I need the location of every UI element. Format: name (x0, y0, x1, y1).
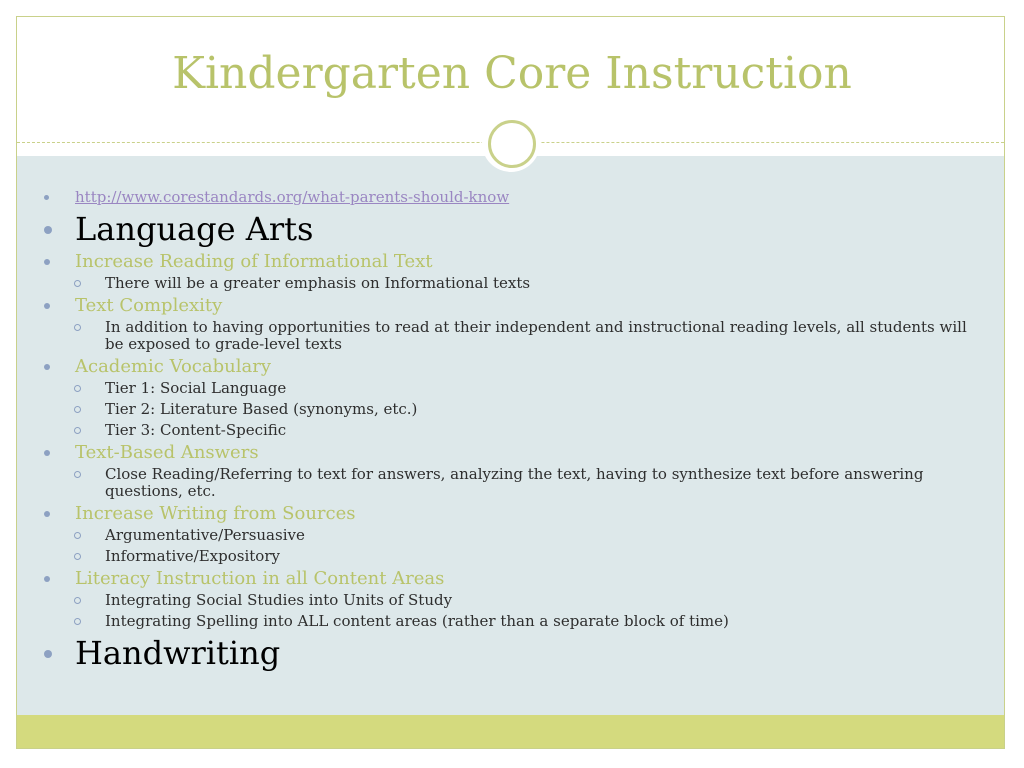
hollow-bullet-icon (74, 406, 81, 413)
sub-item-text: In addition to having opportunities to read at their independent and instructional reading levels, all students will be exposed to grade-level texts (105, 318, 967, 353)
hollow-bullet-icon (74, 324, 81, 331)
list-item (44, 502, 984, 525)
hollow-bullet-icon (74, 618, 81, 625)
hollow-bullet-icon (74, 280, 81, 287)
sub-item-text: There will be a greater emphasis on Informational texts (105, 274, 531, 292)
circle-ornament-icon (482, 114, 540, 172)
hollow-bullet-icon (74, 385, 81, 392)
hollow-bullet-icon (74, 427, 81, 434)
bullet-icon (44, 226, 52, 234)
standards-link[interactable]: http://www.corestandards.org/what-parents-should-know (75, 188, 510, 206)
sub-item-text: Tier 2: Literature Based (synonyms, etc.) (105, 400, 418, 418)
bullet-icon (44, 195, 49, 200)
list-item (44, 441, 984, 464)
item-heading: Text Complexity (75, 295, 223, 316)
bullet-icon (44, 259, 50, 265)
sub-item (44, 273, 984, 294)
bullet-icon (44, 303, 50, 309)
list-item (44, 250, 984, 273)
item-heading: Increase Reading of Informational Text (75, 251, 433, 272)
sub-item (44, 420, 984, 441)
sub-item (44, 525, 984, 546)
sub-item-text: Tier 1: Social Language (105, 379, 287, 397)
bullet-icon (44, 576, 50, 582)
sub-item-text: Argumentative/Persuasive (105, 526, 305, 544)
list-item-link (44, 186, 984, 208)
list-item-handwriting (44, 632, 984, 674)
sub-item-text: Informative/Expository (105, 547, 280, 565)
item-heading: Increase Writing from Sources (75, 503, 356, 524)
ring-icon (488, 120, 536, 168)
list-item (44, 567, 984, 590)
bullet-icon (44, 450, 50, 456)
footer-band (17, 715, 1004, 748)
sub-item (44, 317, 984, 355)
sub-item-text: Integrating Social Studies into Units of Study (105, 591, 453, 609)
sub-item (44, 590, 984, 611)
list-item (44, 294, 984, 317)
sub-item-text: Close Reading/Referring to text for answers, analyzing the text, having to synthesize text before answering questions, etc. (105, 465, 924, 500)
hollow-bullet-icon (74, 532, 81, 539)
bullet-icon (44, 650, 52, 658)
slide-title: Kindergarten Core Instruction (172, 48, 852, 99)
sub-item (44, 546, 984, 567)
list-item (44, 355, 984, 378)
sub-item-text: Tier 3: Content-Specific (105, 421, 287, 439)
sub-item (44, 611, 984, 632)
sub-item-text: Integrating Spelling into ALL content areas (rather than a separate block of time) (105, 612, 729, 630)
item-heading: Literacy Instruction in all Content Areas (75, 568, 445, 589)
sub-item (44, 378, 984, 399)
item-heading: Academic Vocabulary (75, 356, 271, 377)
hollow-bullet-icon (74, 553, 81, 560)
hollow-bullet-icon (74, 471, 81, 478)
sub-item (44, 464, 984, 502)
bullet-icon (44, 511, 50, 517)
list-item-language-arts (44, 208, 984, 250)
section-heading: Handwriting (75, 634, 281, 672)
bullet-icon (44, 364, 50, 370)
item-heading: Text-Based Answers (75, 442, 259, 463)
section-heading: Language Arts (75, 210, 314, 248)
hollow-bullet-icon (74, 597, 81, 604)
sub-item (44, 399, 984, 420)
bullet-list (44, 186, 984, 674)
